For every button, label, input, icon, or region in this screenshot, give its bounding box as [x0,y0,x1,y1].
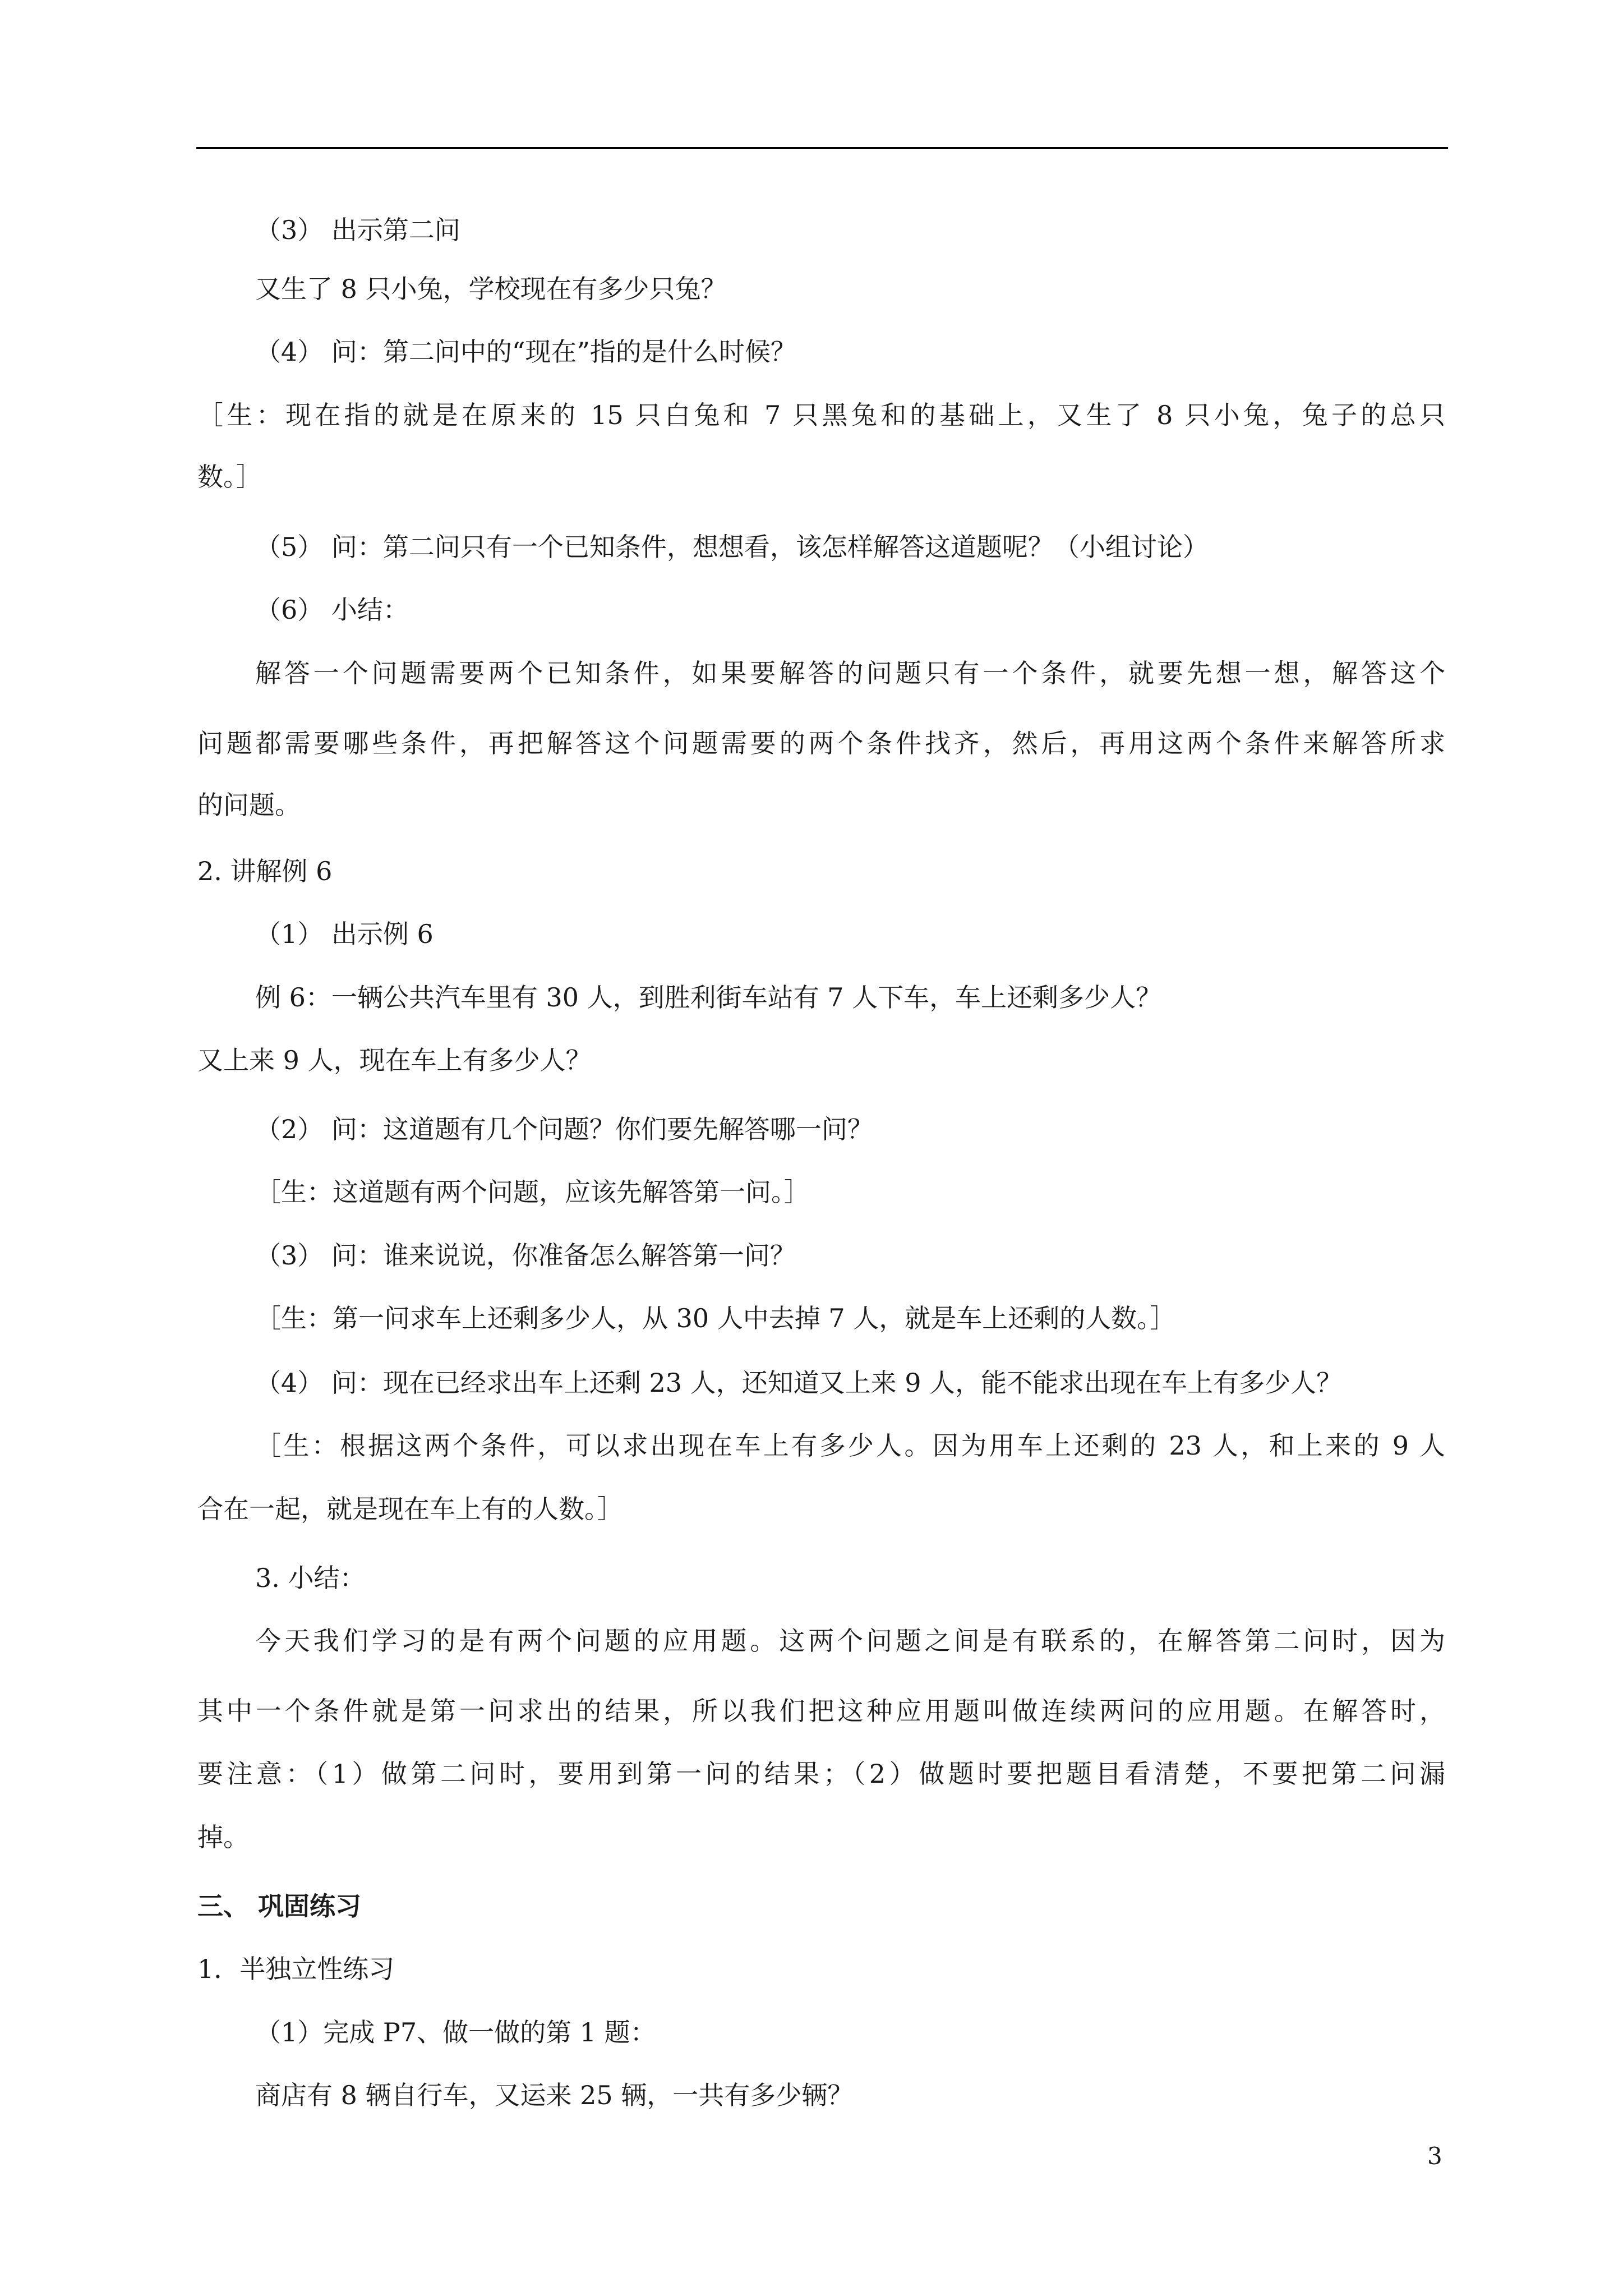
page-number: 3 [1427,2142,1442,2170]
conclusion-line-4: 掉。 [197,1822,249,1852]
step-3-heading: （3） 出示第二问 [255,215,460,245]
summary-paragraph-line-3: 的问题。 [197,790,301,820]
example-6-step-3: （3） 问：谁来说说，你准备怎么解答第一问？ [255,1240,796,1271]
step-5-question: （5） 问：第二问只有一个已知条件，想想看，该怎样解答这道题呢？（小组讨论） [255,532,1209,562]
conclusion-line-1: 今天我们学习的是有两个问题的应用题。这两个问题之间是有联系的，在解答第二问时，因为 [255,1626,1445,1656]
conclusion-line-3: 要注意：（1）做第二问时，要用到第一问的结果；（2）做题时要把题目看清楚，不要把第二问漏 [197,1759,1445,1789]
example-6-step-4: （4） 问：现在已经求出车上还剩 23 人，还知道又上来 9 人，能不能求出现在车上有多少人？ [255,1368,1343,1398]
example-6-text-cont: 又上来 9 人，现在车上有多少人？ [197,1045,592,1075]
example-6-step-1: （1） 出示例 6 [255,919,434,949]
student-answer-1: ［生：现在指的就是在原来的 15 只白兔和 7 只黑兔和的基础上，又生了 8 只小兔，兔子的总只 [197,400,1445,430]
question-2-text: 又生了 8 只小兔，学校现在有多少只兔？ [255,274,727,304]
practice-heading: 1．半独立性练习 [197,1954,395,1984]
section-2-heading: 2. 讲解例 6 [197,856,333,886]
example-6-text: 例 6：一辆公共汽车里有 30 人，到胜利街车站有 7 人下车，车上还剩多少人？ [255,982,1162,1013]
practice-item-1: （1）完成 P7、做一做的第 1 题： [255,2017,656,2047]
student-answer-3: ［生：第一问求车上还剩多少人，从 30 人中去掉 7 人，就是车上还剩的人数。］ [255,1303,1176,1333]
section-3-summary-heading: 3. 小结： [255,1563,366,1593]
student-answer-4: ［生：根据这两个条件，可以求出现在车上有多少人。因为用车上还剩的 23 人，和上来的 9 人 [255,1430,1445,1461]
example-6-step-2: （2） 问：这道题有几个问题？你们要先解答哪一问？ [255,1114,873,1144]
step-4-question: （4） 问：第二问中的“现在”指的是什么时候？ [255,337,796,367]
conclusion-line-2: 其中一个条件就是第一问求出的结果，所以我们把这种应用题叫做连续两问的应用题。在解答时， [197,1696,1445,1726]
practice-problem-text: 商店有 8 辆自行车，又运来 25 辆，一共有多少辆？ [255,2080,854,2110]
header-rule [196,147,1448,149]
step-6-summary-heading: （6） 小结： [255,595,409,625]
student-answer-2: ［生：这道题有两个问题，应该先解答第一问。］ [255,1177,810,1207]
student-answer-4-cont: 合在一起，就是现在车上有的人数。］ [197,1494,623,1524]
section-heading-consolidation: 三、 巩固练习 [197,1891,362,1921]
student-answer-1-cont: 数。］ [197,462,262,492]
summary-paragraph-line-2: 问题都需要哪些条件，再把解答这个问题需要的两个条件找齐，然后，再用这两个条件来解答所求 [197,728,1445,758]
summary-paragraph-line-1: 解答一个问题需要两个已知条件，如果要解答的问题只有一个条件，就要先想一想，解答这个 [255,658,1445,688]
